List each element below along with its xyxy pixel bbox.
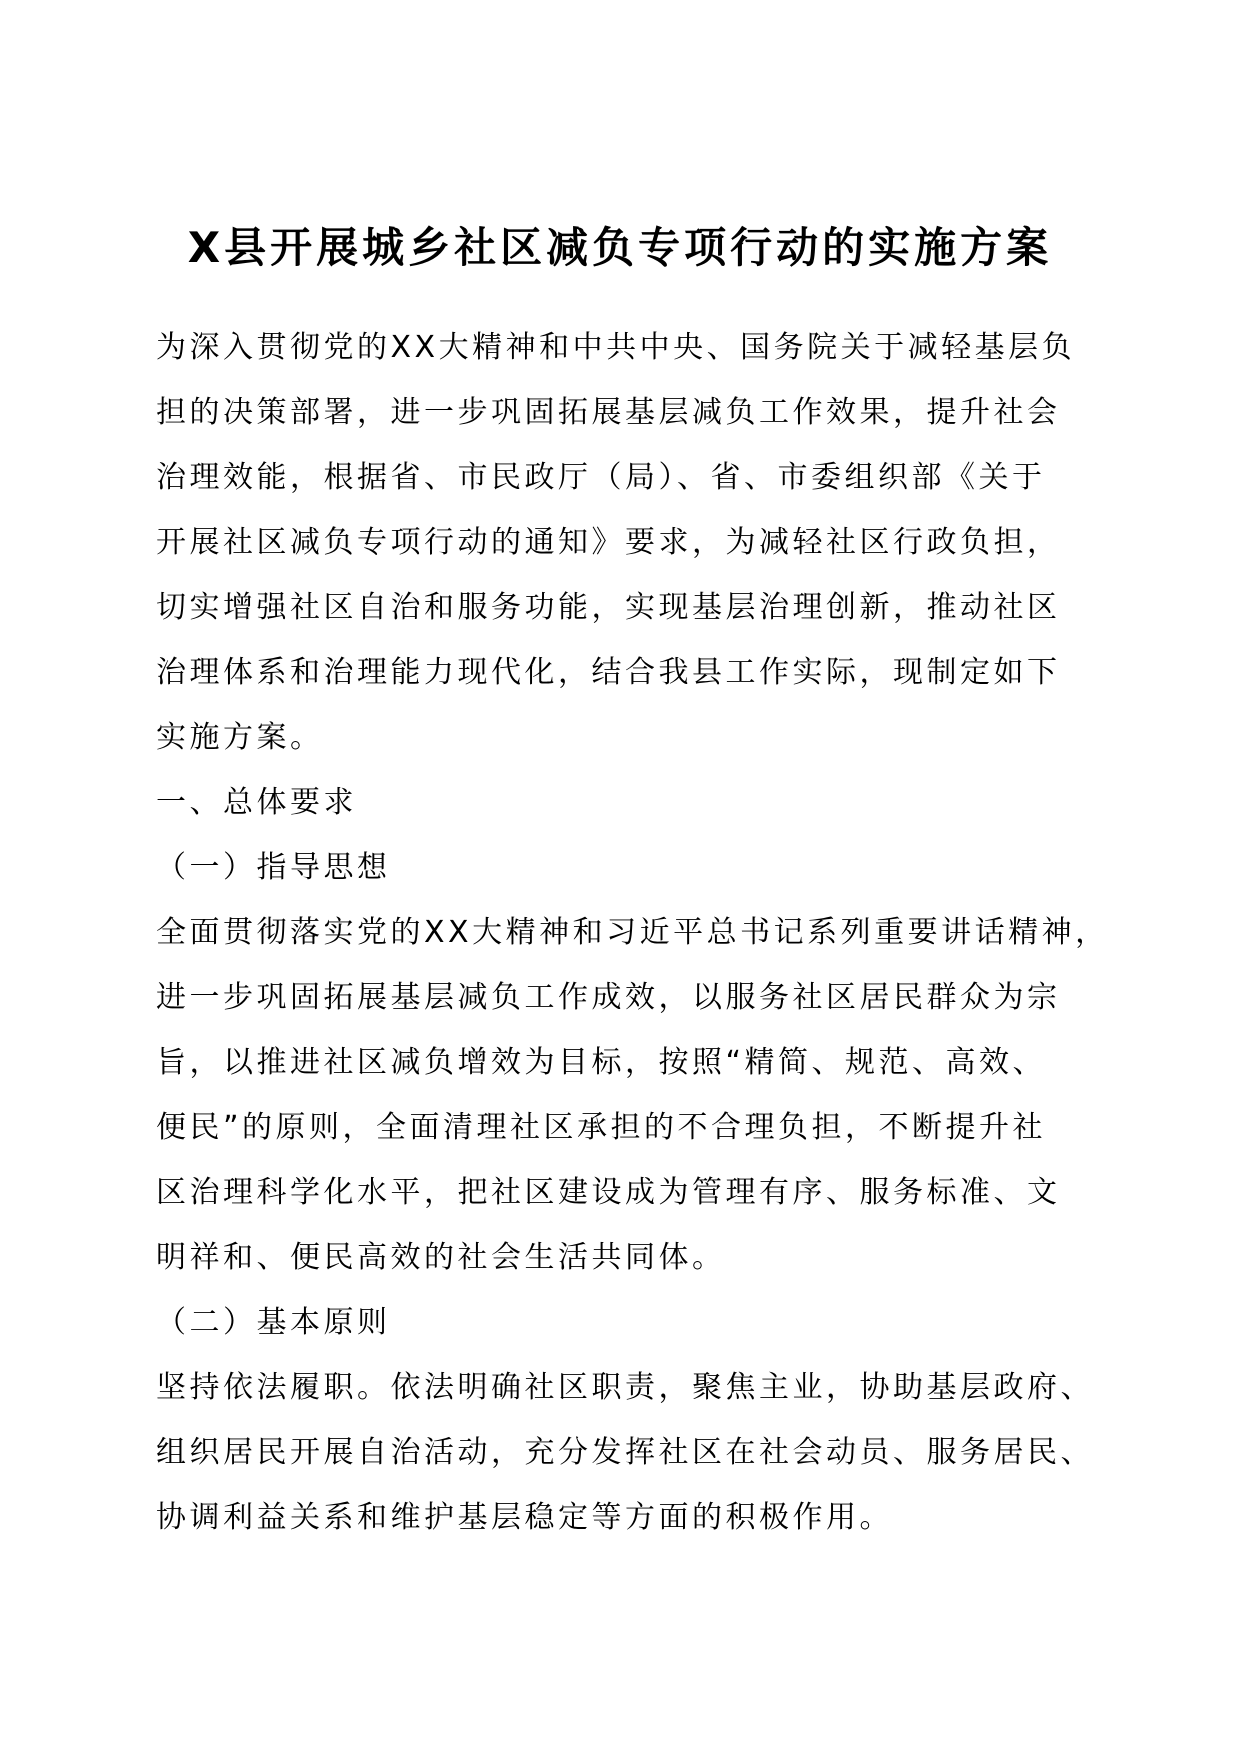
- paragraph-line: 协调利益关系和维护基层稳定等方面的积极作用。: [156, 1500, 893, 1535]
- intro-line: 担的决策部署，进一步巩固拓展基层减负工作效果，提升社会: [156, 395, 1061, 430]
- intro-line: 开展社区减负专项行动的通知》要求，为减轻社区行政负担，: [156, 525, 1061, 560]
- intro-line: 实施方案。: [156, 720, 324, 755]
- intro-line: 治理体系和治理能力现代化，结合我县工作实际，现制定如下: [156, 655, 1061, 690]
- intro-line: 切实增强社区自治和服务功能，实现基层治理创新，推动社区: [156, 590, 1061, 625]
- basic-principles-paragraph: [156, 1355, 1156, 1550]
- paragraph-line: 坚持依法履职。依法明确社区职责，聚焦主业，协助基层政府、: [156, 1370, 1094, 1405]
- intro-line: 为深入贯彻党的XX大精神和中共中央、国务院关于减轻基层负: [156, 330, 1076, 365]
- paragraph-line: 区治理科学化水平，把社区建设成为管理有序、服务标准、文: [156, 1175, 1061, 1210]
- paragraph-line: 便民”的原则，全面清理社区承担的不合理负担，不断提升社: [156, 1110, 1047, 1145]
- paragraph-line: 全面贯彻落实党的XX大精神和习近平总书记系列重要讲话精神，: [156, 915, 1109, 950]
- subsection-heading: （二）基本原则: [156, 1305, 391, 1340]
- guiding-ideology-paragraph: [156, 900, 1156, 1290]
- paragraph-line: 组织居民开展自治活动，充分发挥社区在社会动员、服务居民、: [156, 1435, 1094, 1470]
- intro-paragraph: [156, 315, 1156, 770]
- subsection-heading: （一）指导思想: [156, 850, 391, 885]
- paragraph-line: 进一步巩固拓展基层减负工作成效，以服务社区居民群众为宗: [156, 980, 1061, 1015]
- document-title: X县开展城乡社区减负专项行动的实施方案: [187, 223, 1053, 272]
- section-heading: 一、总体要求: [156, 785, 357, 820]
- paragraph-line: 旨，以推进社区减负增效为目标，按照“精简、规范、高效、: [156, 1045, 1047, 1080]
- document-body: [156, 315, 1156, 1550]
- intro-line: 治理效能，根据省、市民政厅（局）、省、市委组织部《关于: [156, 460, 1046, 495]
- paragraph-line: 明祥和、便民高效的社会生活共同体。: [156, 1240, 726, 1275]
